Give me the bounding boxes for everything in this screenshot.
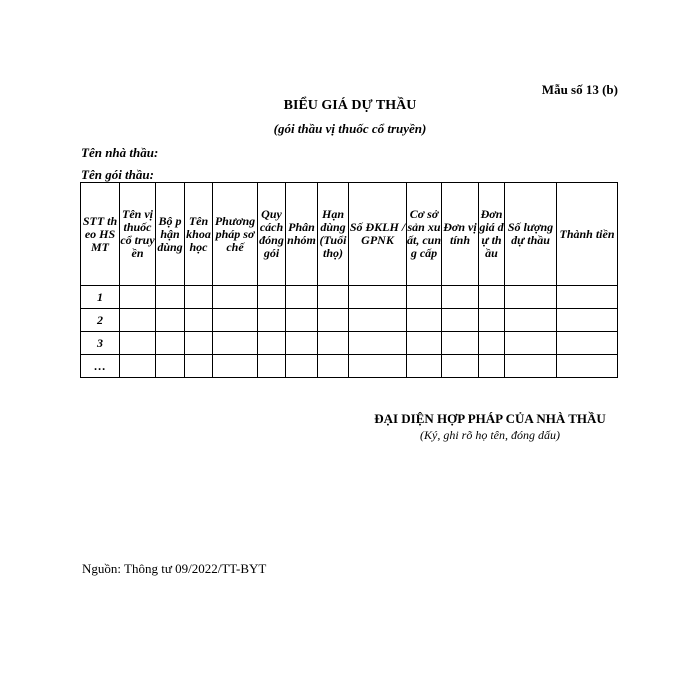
column-header: Đơn giá dự thầu (479, 183, 505, 286)
row-number: 3 (81, 332, 120, 355)
table-row (81, 332, 618, 355)
source-note: Nguồn: Thông tư 09/2022/TT-BYT (82, 561, 267, 576)
document-subtitle: (gói thầu vị thuốc cổ truyền) (273, 121, 427, 136)
row-number: 2 (81, 309, 120, 332)
column-header: Tên khoa học (185, 183, 213, 286)
column-header: Bộ phận dùng (156, 183, 185, 286)
package-name-label: Tên gói thầu: (81, 167, 154, 182)
table-row (81, 355, 618, 378)
column-header: Cơ sở sản xuất, cung cấp (407, 183, 442, 286)
column-header: Hạn dùng (Tuổi thọ) (318, 183, 349, 286)
contractor-name-label: Tên nhà thầu: (81, 145, 159, 160)
row-number: 1 (81, 286, 120, 309)
table-header-row (81, 183, 618, 286)
signature-title: ĐẠI DIỆN HỢP PHÁP CỦA NHÀ THẦU (374, 411, 606, 426)
signature-note: (Ký, ghi rõ họ tên, đóng dấu) (420, 428, 560, 442)
column-header: STT theo HSMT (81, 183, 120, 286)
column-header: Phân nhóm (286, 183, 318, 286)
column-header: Số lượng dự thầu (505, 183, 557, 286)
column-header: Tên vị thuốc cổ truyền (120, 183, 156, 286)
form-number: Mẫu số 13 (b) (541, 82, 618, 97)
column-header: Số ĐKLH / GPNK (349, 183, 407, 286)
table-row (81, 286, 618, 309)
document-title: BIỂU GIÁ DỰ THẦU (283, 98, 417, 113)
column-header: Đơn vị tính (442, 183, 479, 286)
column-header: Quy cách đóng gói (258, 183, 286, 286)
table-row (81, 309, 618, 332)
column-header: Phương pháp sơ chế (213, 183, 258, 286)
row-number: … (81, 355, 120, 378)
bid-price-table (80, 182, 618, 378)
column-header: Thành tiền (557, 183, 618, 286)
